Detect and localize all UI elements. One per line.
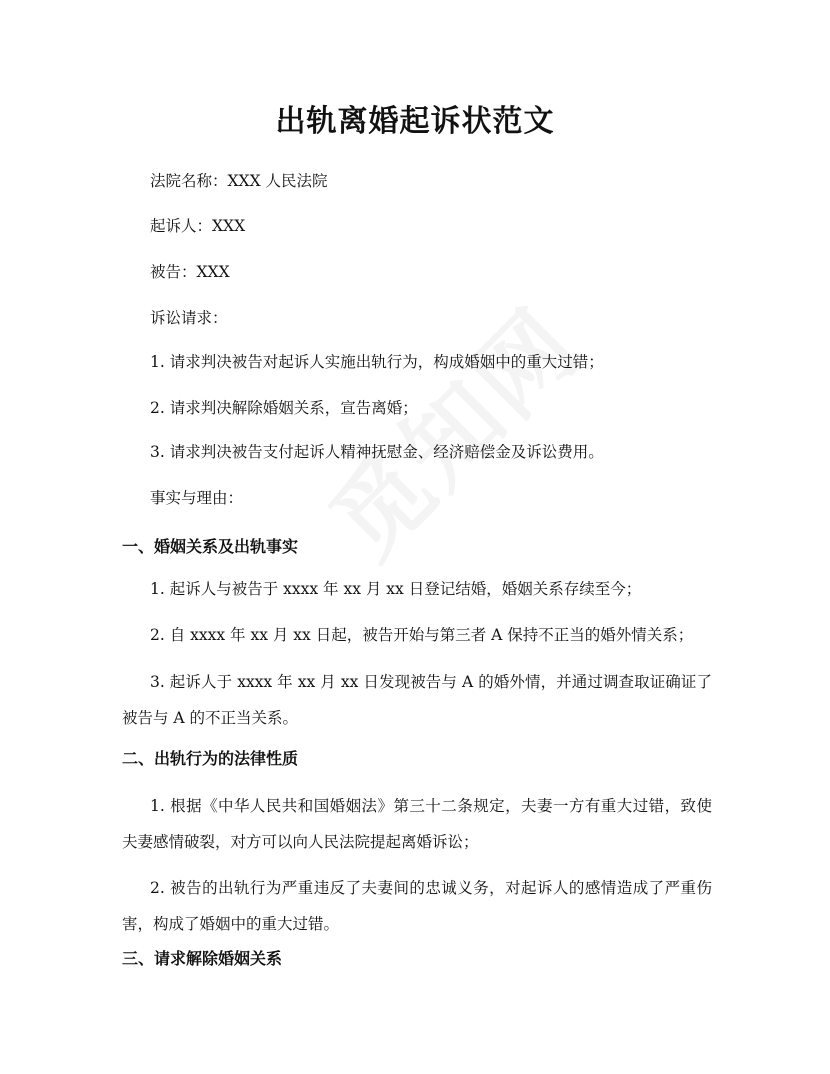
section-heading: 一、婚姻关系及出轨事实 bbox=[122, 537, 299, 556]
court-name: 法院名称：XXX 人民法院 bbox=[150, 172, 328, 190]
defendant: 被告：XXX bbox=[150, 263, 230, 281]
plaintiff: 起诉人：XXX bbox=[150, 217, 246, 235]
claim-item: 2. 请求判决解除婚姻关系，宣告离婚； bbox=[150, 399, 418, 417]
section-item: 2. 被告的出轨行为严重违反了夫妻间的忠诚义务，对起诉人的感情造成了严重伤害，构成了婚姻中的重大过错。 bbox=[122, 879, 712, 933]
section-item: 3. 起诉人于 xxxx 年 xx 月 xx 日发现被告与 A 的婚外情，并通过调查取证确证了被告与 A 的不正当关系。 bbox=[122, 673, 712, 727]
claim-item: 1. 请求判决被告对起诉人实施出轨行为，构成婚姻中的重大过错； bbox=[150, 353, 604, 371]
claim-item: 3. 请求判决被告支付起诉人精神抚慰金、经济赔偿金及诉讼费用。 bbox=[150, 443, 604, 461]
section-item: 1. 起诉人与被告于 xxxx 年 xx 月 xx 日登记结婚，婚姻关系存续至今； bbox=[150, 580, 642, 598]
facts-label: 事实与理由： bbox=[150, 489, 244, 507]
claims-label: 诉讼请求： bbox=[150, 309, 228, 327]
section-heading: 二、出轨行为的法律性质 bbox=[122, 749, 299, 768]
section-item: 1. 根据《中华人民共和国婚姻法》第三十二条规定，夫妻一方有重大过错，致使夫妻感情破裂，对方可以向人民法院提起离婚诉讼； bbox=[122, 797, 712, 851]
section-heading: 三、请求解除婚姻关系 bbox=[122, 949, 283, 968]
section-item: 2. 自 xxxx 年 xx 月 xx 日起，被告开始与第三者 A 保持不正当的婚外情关系； bbox=[150, 626, 694, 644]
watermark bbox=[295, 274, 604, 583]
page-title: 出轨离婚起诉状范文 bbox=[275, 104, 555, 139]
